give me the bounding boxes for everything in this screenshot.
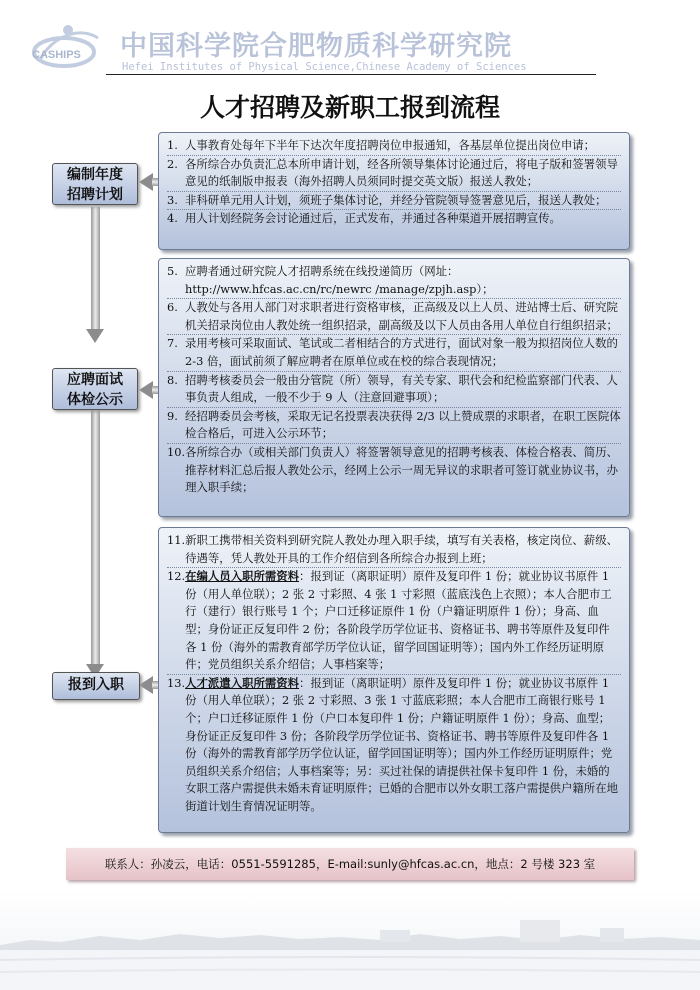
flow-arrowhead-1 [86, 329, 104, 343]
list-item: 9. 经招聘委员会考核，采取无记名投票表决获得 2/3 以上赞成票的求职者，在职工医院体检合格后，可进入公示环节； [167, 407, 621, 443]
page-title: 人才招聘及新职工报到流程 [199, 93, 500, 122]
caships-logo [28, 16, 106, 76]
list-item: 10. 各所综合办（或相关部门负责人）将签署领导意见的招聘考核表、体检合格表、简历、推荐材料汇总后报人教处公示，经网上公示一周无异议的求职者可签订就业协议书，办理入职手续； [167, 443, 621, 497]
stage-label-onboard: 报到入职 [52, 672, 140, 700]
org-name-en: Hefei Institutes of Physical Science,Chinese Academy of Sciences [122, 61, 527, 73]
connector-arrowhead-3 [139, 676, 153, 694]
list-item: 7. 录用考核可采取面试、笔试或二者相结合的方式进行，面试对象一般为拟招岗位人数的 2-3 倍，面试前须了解应聘者在原单位或在校的综合表现情况； [167, 334, 621, 370]
list-item: 12. 在编人员入职所需资料：报到证（离职证明）原件及复印件 1 份；就业协议书原件 1 份（用人单位联）；2 张 2 寸彩照、4 张 1 寸彩照（蓝底浅色上衣照）；本人合肥市工行（建行）银行账号 1 个；户口迁移证原件 1 份（户籍证明原件 1 份）；身高、血型；身份证正反复印件 2 份；各阶段学历学位证书、资格证书、聘书等原件及复印件各 1 份（海外的需教育部学历学位认证，留学回国证明等）；国内外工作经历证明原件；党员组织关系介绍信；人事档案等； [167, 567, 621, 674]
org-name-cn: 中国科学院合肥物质科学研究院 [120, 31, 512, 62]
list-item: 11. 新职工携带相关资料到研究院人教处办理入职手续，填写有关表格，核定岗位、薪级、待遇等，凭人教处开具的工作介绍信到各所综合办报到上班； [167, 533, 618, 565]
list-item: 6. 人教处与各用人部门对求职者进行资格审核，正高级及以上人员、进站博士后、研究院机关招录岗位由人教处统一组织招录，副高级及以下人员由各用人单位自行组织招录； [167, 298, 621, 334]
list-item: 4. 用人计划经院务会讨论通过后，正式发布，并通过各种渠道开展招聘宣传。 [167, 209, 621, 228]
logo-text: CASHIPS [32, 49, 81, 61]
stage-box-onboard [158, 527, 630, 833]
contact-bar: 联系人：孙凌云，电话：0551-5591285，E-mail:sunly@hfcas.ac.cn，地点：2 号楼 323 室 [66, 848, 634, 880]
lake-scenery-background [0, 890, 700, 990]
item-lead: 人才派遣入职所需资料 [185, 675, 300, 690]
list-item: 1. 人事教育处每年下半年下达次年度招聘岗位申报通知，各基层单位提出岗位申请； [167, 138, 596, 152]
connector-arrowhead-1 [139, 173, 153, 191]
item-lead: 在编人员入职所需资料 [185, 569, 300, 584]
header-divider [106, 74, 596, 75]
list-item: 8. 招聘考核委员会一般由分管院（所）领导，有关专家、职代会和纪检监察部门代表、人事负责人组成，一般不少于 9 人（注意回避事项）； [167, 371, 621, 407]
stage-box-plan [158, 132, 630, 250]
stage-box-interview [158, 258, 630, 517]
flow-arrow-2 [91, 408, 100, 664]
list-item: 13. 人才派遣入职所需资料：报到证（离职证明）原件及复印件 1 份；就业协议书原件 1 份（用人单位联）；2 张 2 寸彩照、3 张 1 寸蓝底彩照；本人合肥市工商银行账号 1 个；户口迁移证原件 1 份（户口本复印件 1 份；户籍证明原件 1 份）；身高、血型；身份证正反复印件 3 份；各阶段学历学位证书、资格证书、聘书等原件及复印件各 1 份（海外的需教育部学历学位认证，留学回国证明等）；国内外工作经历证明原件；党员组织关系介绍信；人事档案等；另：买过社保的请提供社保卡复印件 1 份，未婚的女职工落户需提供未婚未育证明原件；已婚的合肥市以外女职工落户需提供户籍所在地街道计划生育情况证明等。 [167, 674, 621, 816]
flow-arrow-1 [91, 207, 100, 329]
stage-label-plan: 编制年度 招聘计划 [52, 163, 138, 205]
list-item: 3. 非科研单元用人计划，须班子集体讨论，并经分管院领导签署意见后，报送人教处； [167, 191, 621, 210]
list-item: 5. 应聘者通过研究院人才招聘系统在线投递简历（网址：http://www.hfcas.ac.cn/rc/newrc /manage/zpjh.asp）； [167, 264, 494, 296]
connector-arrowhead-2 [139, 381, 153, 399]
stage-label-interview: 应聘面试 体检公示 [52, 368, 138, 410]
list-item: 2. 各所综合办负责汇总本所申请计划，经各所领导集体讨论通过后，将电子版和签署领导意见的纸制版申报表（海外招聘人员须同时提交英文版）报送人教处； [167, 155, 621, 191]
